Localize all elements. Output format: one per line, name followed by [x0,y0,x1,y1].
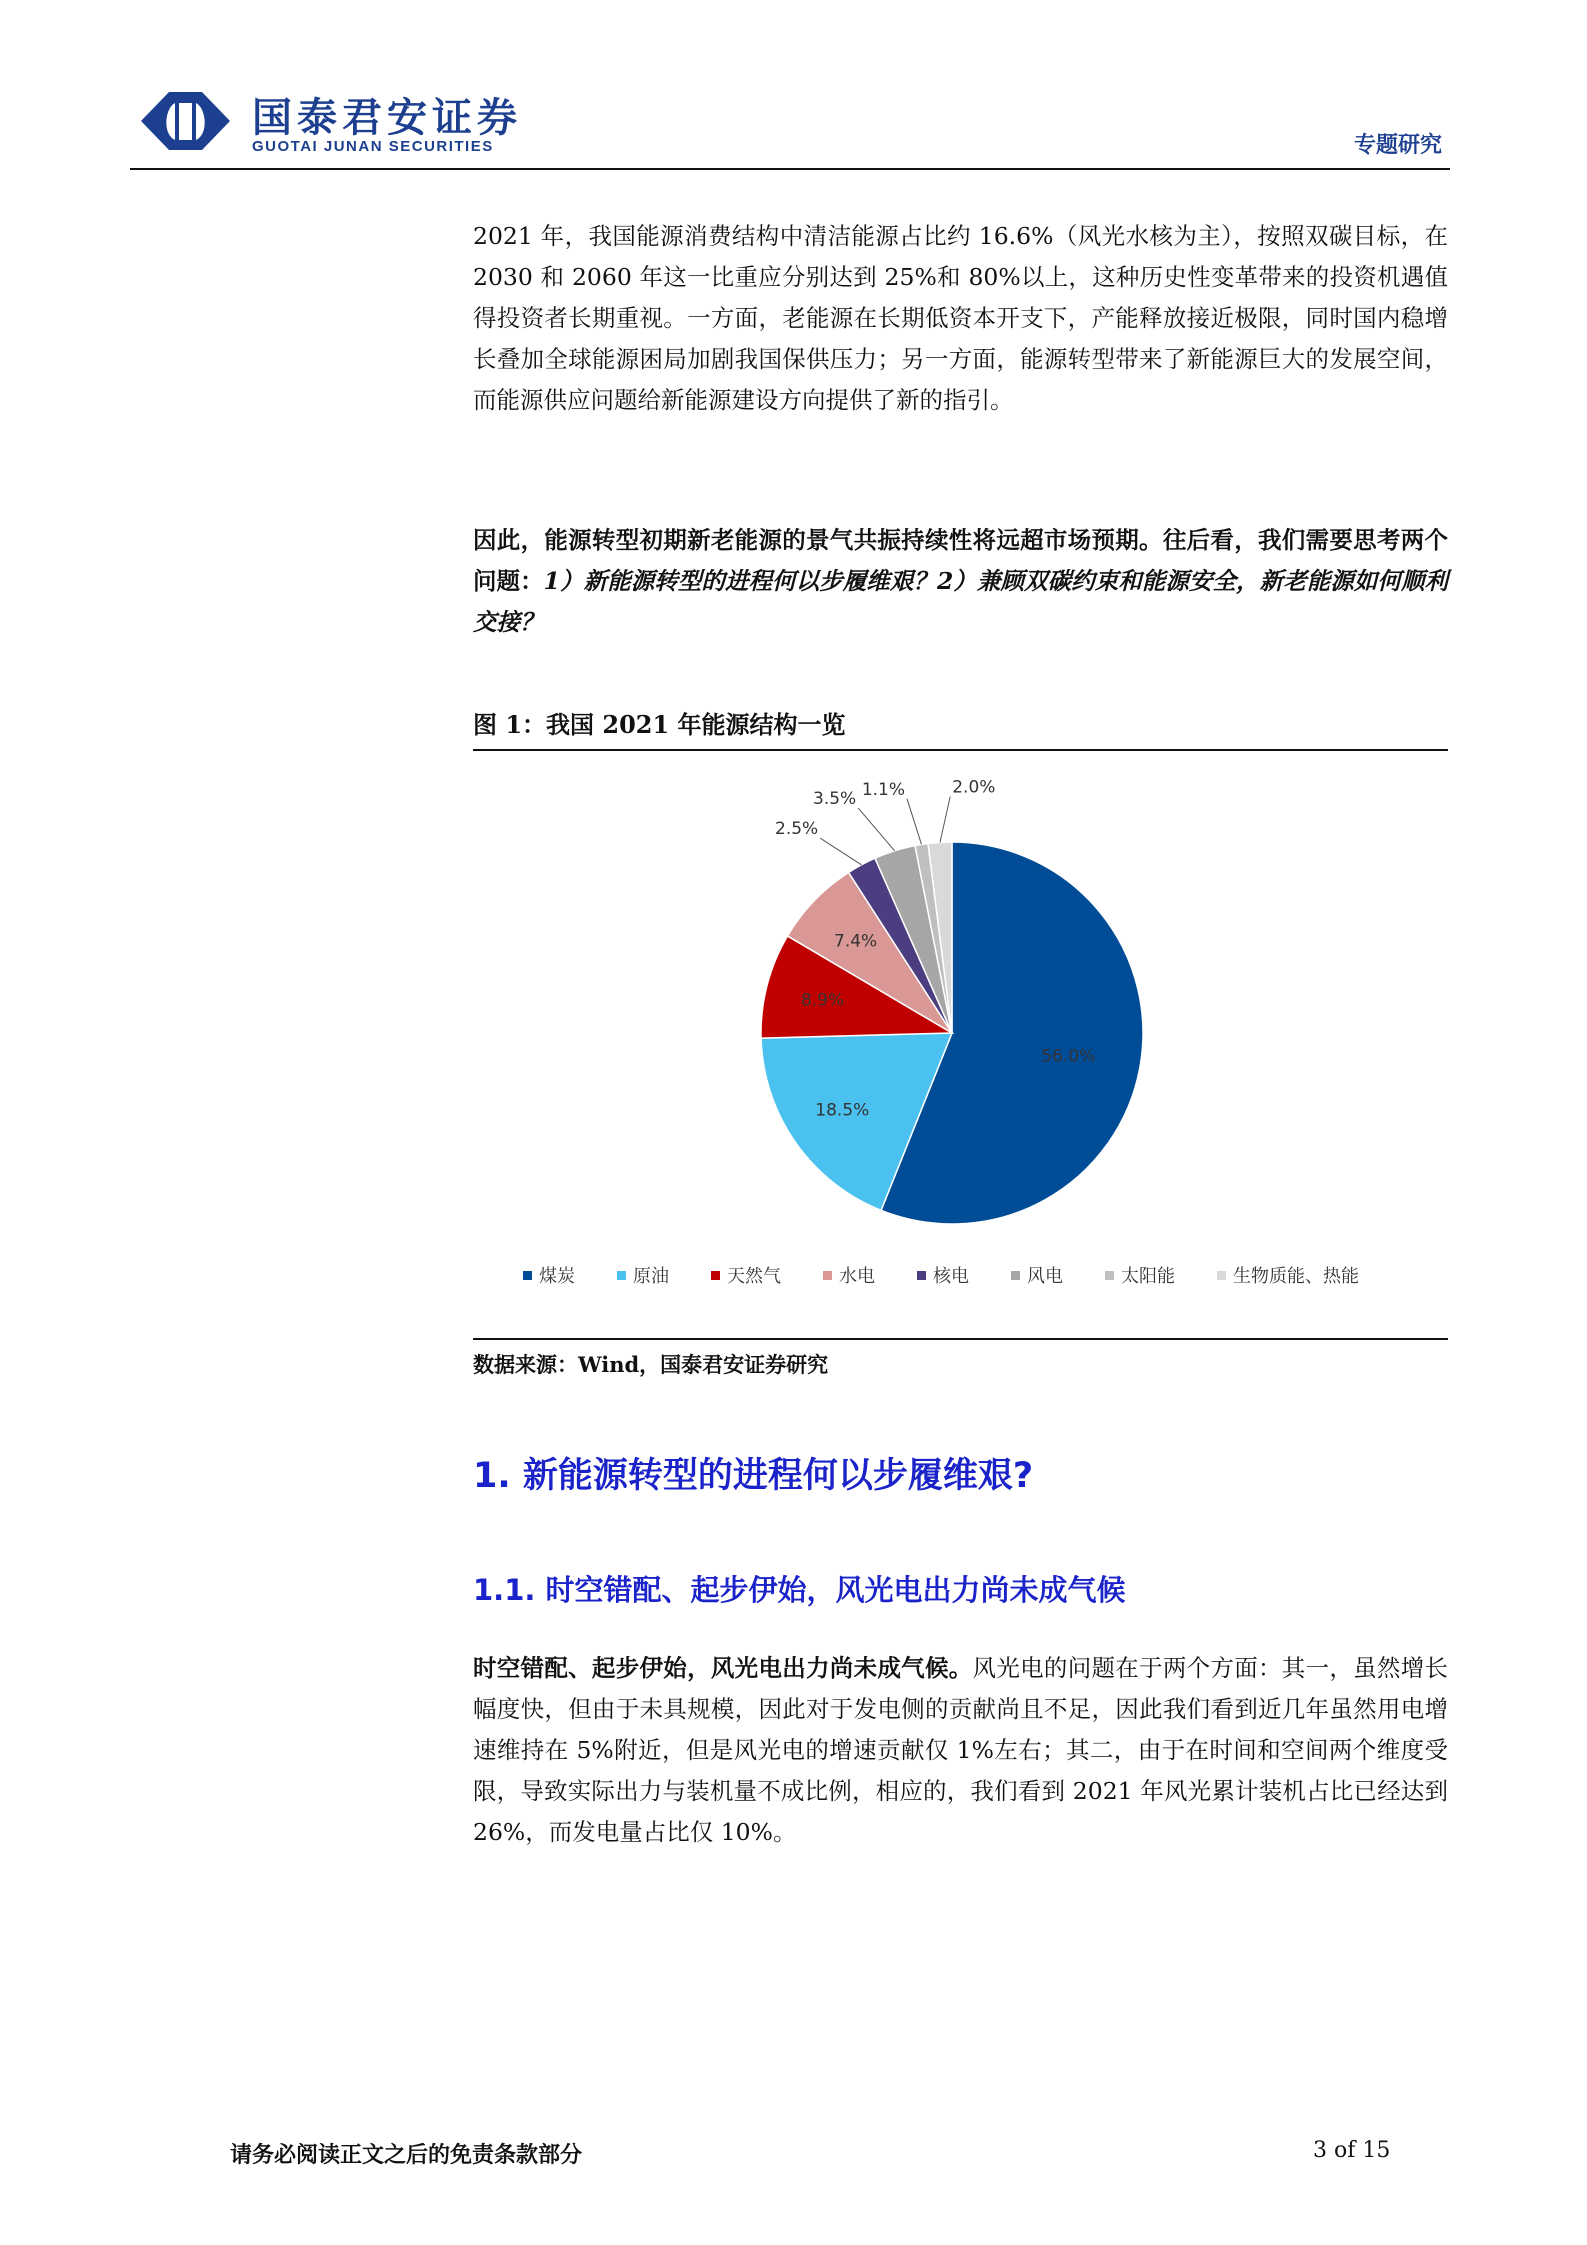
conclusion-questions: 1）新能源转型的进程何以步履维艰？2）兼顾双碳约束和能源安全，新老能源如何顺利交接？ [473,567,1449,636]
legend-swatch [617,1271,626,1280]
legend-label: 水电 [839,1266,875,1287]
pie-leader-line [907,799,921,845]
pie-data-label: 2.5% [775,819,819,840]
report-type-label: 专题研究 [1353,133,1442,158]
legend-label: 原油 [633,1266,669,1287]
legend-swatch [523,1271,532,1280]
pie-data-label: 2.0% [952,777,996,798]
body-text: 风光电的问题在于两个方面：其一，虽然增长幅度快，但由于未具规模，因此对于发电侧的贡献尚且不足，因此我们看到近几年虽然用电增速维持在 5%附近，但是风光电的增速贡献仅 1%左右；其二，由于在时间和空间两个维度受限，导致实际出力与装机量不成比例，相应的，我们看到 2021 年风光累计装机占比已经达到 26%，而发电量占比仅 10%。 [473,1654,1449,1846]
legend-label: 煤炭 [539,1266,575,1287]
pie-data-label: 56.0% [1041,1046,1096,1067]
conclusion-text: 因此，能源转型初期新老能源的景气共振持续性将远超市场预期。往后看，我们需要思考两个问题： [473,526,1448,595]
brand-name-en: GUOTAI JUNAN SECURITIES [252,138,494,155]
pie-data-label: 1.1% [861,779,906,800]
disclaimer-note: 请务必阅读正文之后的免责条款部分 [230,2142,583,2168]
intro-paragraph: 2021 年，我国能源消费结构中清洁能源占比约 16.6%（风光水核为主），按照双碳目标，在 2030 和 2060 年这一比重应分别达到 25%和 80%以上，这种历史性变革带来的投资机遇值得投资者长期重视。一方面，老能源在长期低资本开支下，产能释放接近极限，同时国内稳增长叠加全球能源困局加剧我国保供压力；另一方面，能源转型带来了新能源巨大的发展空间，而能源供应问题给新能源建设方向提供了新的指引。 [473,222,1448,414]
pie-data-label: 7.4% [834,931,878,952]
legend-swatch [711,1271,720,1280]
pie-leader-line [858,808,894,851]
figure-title: 图 1：我国 2021 年能源结构一览 [473,705,1448,751]
legend-label: 生物质能、热能 [1233,1266,1359,1287]
pie-leader-line [940,796,950,842]
legend-label: 核电 [933,1266,969,1287]
legend-swatch [1105,1271,1114,1280]
energy-structure-pie-chart [473,752,1448,1312]
guotai-junan-logo-icon [138,90,233,152]
brand-name-cn: 国泰君安证券 [252,95,522,141]
pie-data-label: 3.5% [813,789,857,810]
pie-data-label: 18.5% [815,1100,870,1121]
body-lead: 时空错配、起步伊始，风光电出力尚未成气候。 [473,1654,973,1682]
pie-data-label: 8.9% [800,990,845,1011]
legend-swatch [823,1271,832,1280]
legend-swatch [917,1271,926,1280]
pie-leader-line [820,838,861,865]
body-paragraph [473,1648,1448,1853]
pie-chart-svg [473,752,1448,1312]
legend-label: 太阳能 [1121,1266,1175,1287]
page-number: 3 of 15 [1313,2138,1391,2163]
legend-label: 风电 [1027,1266,1063,1287]
subsection-heading: 1.1. 时空错配、起步伊始，风光电出力尚未成气候 [473,1573,1126,1607]
conclusion-paragraph [473,520,1448,643]
legend-swatch [1217,1271,1226,1280]
legend-label: 天然气 [727,1266,781,1287]
page-header [130,80,1450,170]
figure-source: 数据来源：Wind，国泰君安证券研究 [473,1338,1448,1382]
section-heading: 1. 新能源转型的进程何以步履维艰? [473,1456,1034,1496]
legend-swatch [1011,1271,1020,1280]
